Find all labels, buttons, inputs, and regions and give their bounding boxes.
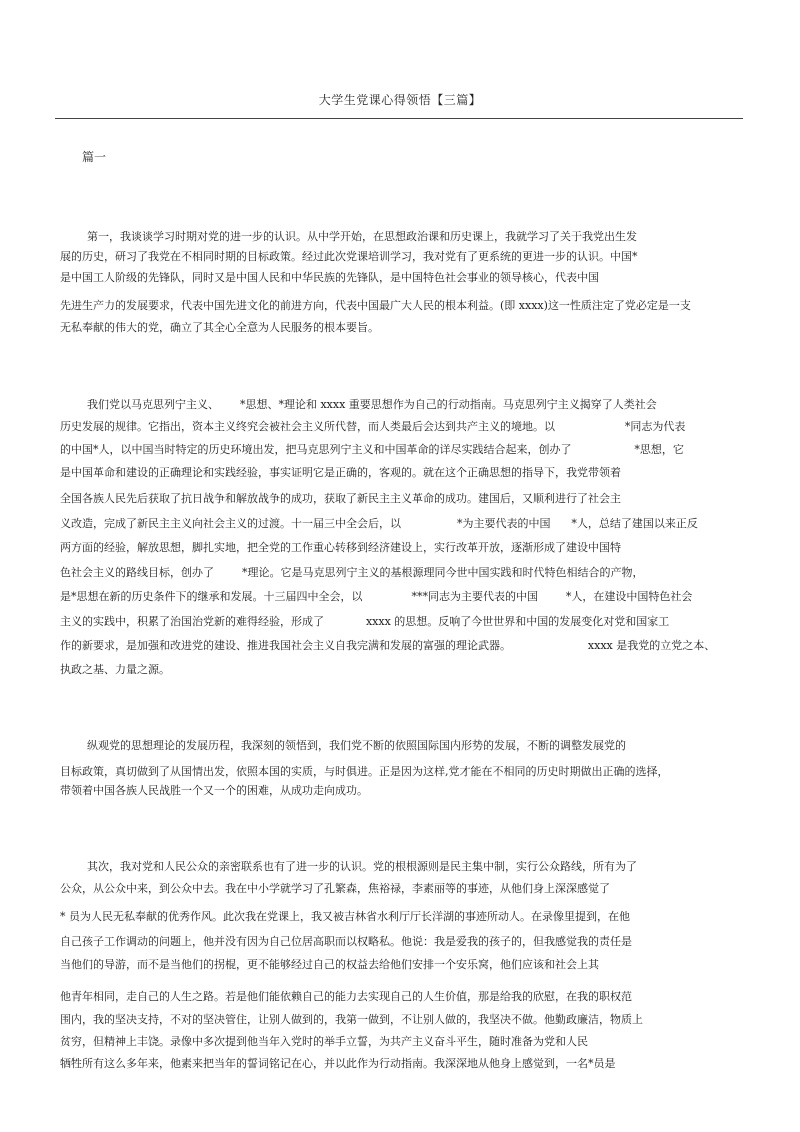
text-line: 全国各族人民先后获取了抗日战争和解放战争的成功，获取了新民主主义革命的成功。建国后，又顺利进行了社会主: [60, 492, 621, 505]
text-line: 色社会主义的路线目标，创办了 *理论。它是马克思列宁主义的基根源理同今世中国实践和时代特色相结合的产物，: [60, 566, 644, 579]
text-line: 是*思想在新的历史条件下的继承和发展。十三届四中全会，以 ***同志为主要代表的中国 *人，在建设中国特色社会: [60, 590, 693, 603]
text-line: 历史发展的规律。它指出，资本主义终究会被社会主义所代替，而人类最后会达到共产主义的境地。以 *同志为代表: [60, 420, 686, 433]
text-line: 主义的实践中，积累了治国治党新的难得经验，形成了 xxxx 的思想。反响了今世世界和中国的发展变化对党和国家工: [60, 615, 670, 628]
text-line: 执政之基、力量之源。: [60, 663, 170, 676]
text-line: 是中国革命和建设的正确理论和实践经验，事实证明它是正确的，客观的。就在这个正确思想的指导下，我党带领着: [60, 466, 621, 479]
text-line: 我们党以马克思列宁主义、 *思想、*理论和 xxxx 重要思想作为自己的行动指南。马克思列宁主义揭穿了人类社会: [87, 398, 657, 411]
document-title: 大学生党课心得领悟【三篇】: [318, 93, 482, 107]
text-line: 牺牲所有这么多年来，他素来把当年的誓词铭记在心，并以此作为行动指南。我深深地从他身上感觉到，一名*员是: [60, 1057, 616, 1070]
text-line: 围内，我的坚决支持，不对的坚决管住，让别人做到的，我第一做到，不让别人做的，我坚决不做。他勤政廉洁，物质上: [60, 1013, 643, 1026]
text-line: 纵观党的思想理论的发展历程，我深刻的领悟到，我们党不断的依照国际国内形势的发展，不断的调整发展党的: [87, 739, 626, 752]
text-line: 作的新要求，是加强和改进党的建设、推进我国社会主义自我完满和发展的富强的理论武器。 xxxx 是我党的立党之本、: [60, 639, 716, 652]
text-line: 目标政策，真切做到了从国情出发，依照本国的实质，与时俱进。正是因为这样,党才能在不相同的历史时期做出正确的选择，: [60, 765, 669, 778]
text-line: 自己孩子工作调动的问题上，他并没有因为自己位居高职而以权略私。他说：我是爱我的孩子的，但我感觉我的责任是: [60, 935, 632, 948]
text-line: 展的历史，研习了我党在不相同时期的目标政策。经过此次党课培训学习，我对党有了更系统的更进一步的认识。中国*: [60, 250, 638, 263]
text-line: * 员为人民无私奉献的优秀作风。此次我在党课上，我又被吉林省水利厅厅长洋湖的事迹所动人。在录像里提到，在他: [60, 910, 630, 923]
text-line: 无私奉献的伟大的党，确立了其全心全意为人民服务的根本要旨。: [60, 321, 379, 334]
text-line: 是中国工人阶级的先锋队，同时又是中国人民和中华民族的先锋队，是中国特色社会事业的领导核心，代表中国: [60, 271, 599, 284]
text-line: 带领着中国各族人民战胜一个又一个的困难，从成功走向成功。: [60, 784, 368, 797]
text-line: 贫穷，但精神上丰饶。录像中多次提到他当年入党时的举手立誓，为共产主义奋斗平生，随时准备为党和人民: [60, 1035, 588, 1048]
text-line: 先进生产力的发展要求，代表中国先进文化的前进方向，代表中国最广大人民的根本利益。(即 xxxx)这一性质注定了党必定是一支: [60, 299, 691, 312]
text-line: 当他们的导游，而不是当他们的拐棍，更不能够经过自己的权益去给他们安排一个安乐窝，他们应该和社会上其: [60, 958, 599, 971]
text-line: 的中国*人，以中国当时特定的历史环境出发，把马克思列宁主义和中国革命的详尽实践结合起来，创办了 *思想，它: [60, 443, 684, 456]
text-line: 两方面的经验，解放思想，脚扎实地，把全党的工作重心转移到经济建设上，实行改革开放，逐渐形成了建设中国特: [60, 541, 621, 554]
title-rule: [55, 118, 743, 119]
text-line: 第一，我谈谈学习时期对党的进一步的认识。从中学开始，在思想政治课和历史课上，我就学习了关于我党出生发: [87, 230, 637, 243]
text-line: 他青年相同，走自己的人生之路。若是他们能依赖自己的能力去实现自己的人生价值，那是给我的欣慰，在我的职权范: [60, 990, 632, 1003]
section-heading: 篇一: [82, 150, 107, 164]
text-line: 其次，我对党和人民公众的亲密联系也有了进一步的认识。党的根根源则是民主集中制，实行公众路线，所有为了: [87, 860, 637, 873]
text-line: 公众，从公众中来，到公众中去。我在中小学就学习了孔繁森，焦裕禄，李素丽等的事迹，从他们身上深深感觉了: [60, 882, 610, 895]
text-line: 义改造，完成了新民主主义向社会主义的过渡。十一届三中全会后，以 *为主要代表的中国 *人，总结了建国以来正反: [60, 517, 698, 530]
